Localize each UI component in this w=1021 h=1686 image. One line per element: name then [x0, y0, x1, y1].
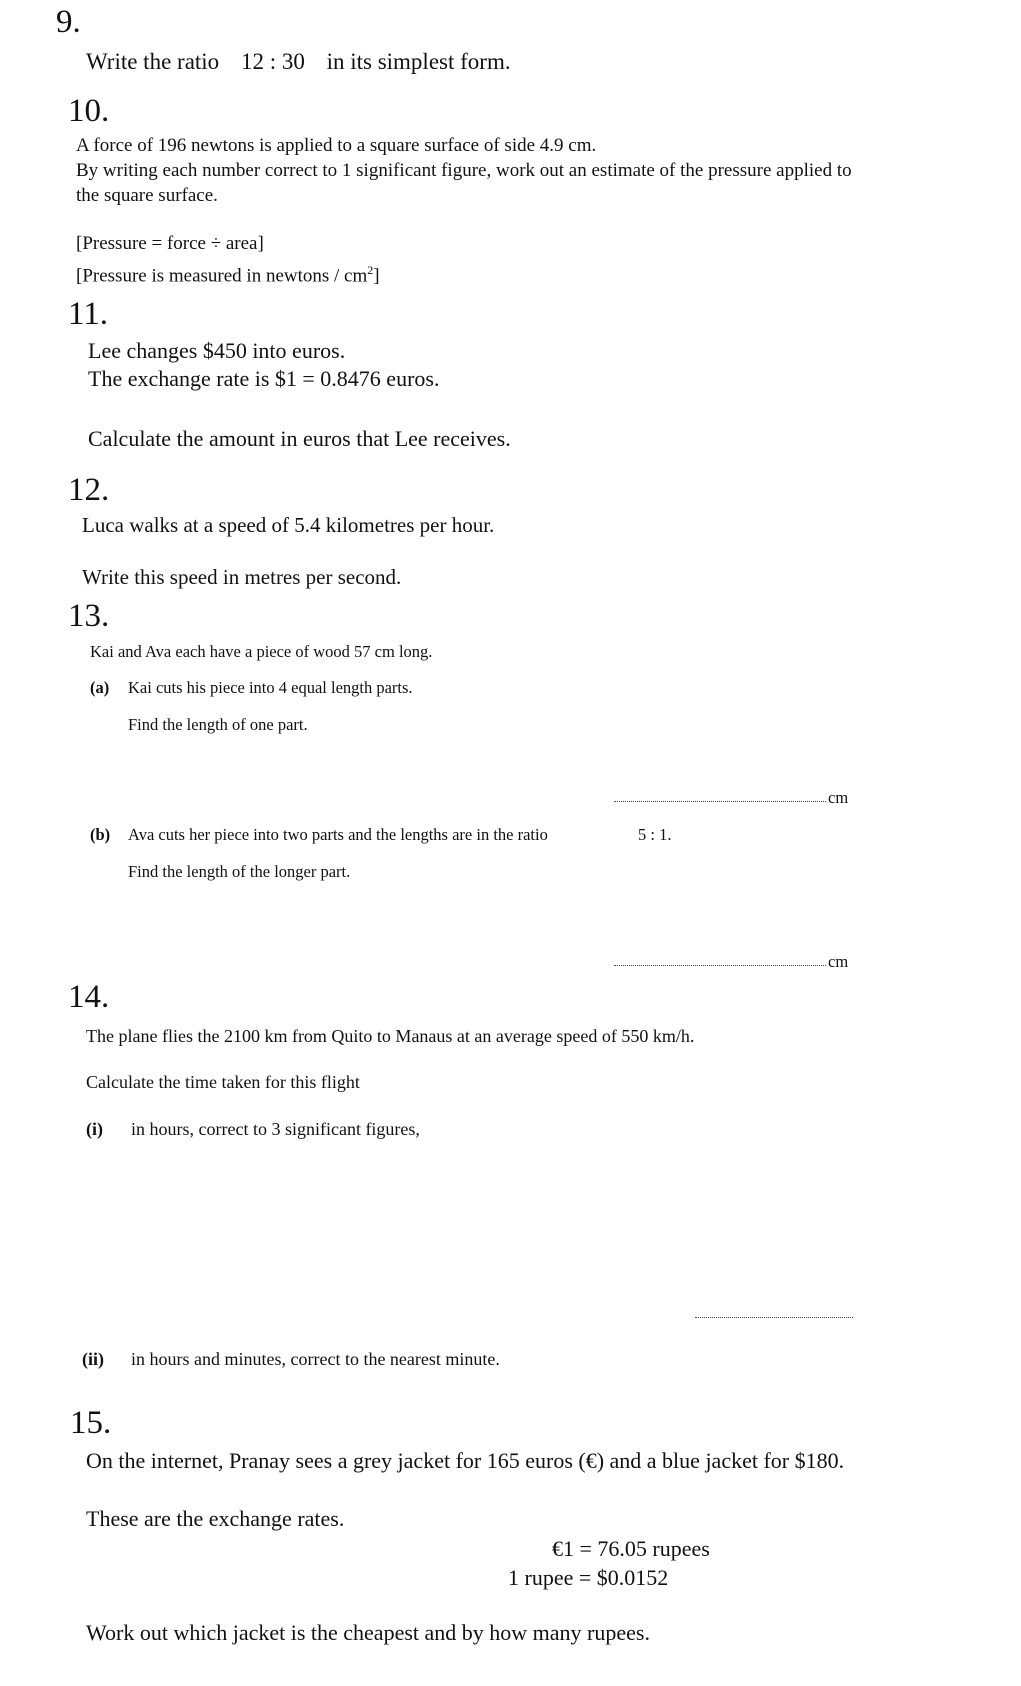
q13-intro: Kai and Ava each have a piece of wood 57 cm long. — [90, 642, 433, 661]
q14-ii-label: (ii) — [82, 1349, 104, 1369]
q13-a-label: (a) — [90, 678, 110, 697]
q14-line1: The plane flies the 2100 km from Quito to Manaus at an average speed of 550 km/h. — [86, 1026, 695, 1046]
q13-b-ratio: 5 : 1. — [638, 825, 672, 844]
q9-text-after: in its simplest form. — [326, 49, 511, 74]
q10-line2: By writing each number correct to 1 significant figure, work out an estimate of the pressure applied to — [76, 160, 852, 181]
q10-formula2-sup: 2 — [367, 263, 374, 277]
q10-number: 10. — [68, 93, 110, 129]
q13-a-text: Kai cuts his piece into 4 equal length parts. — [128, 678, 413, 697]
q10-formula1: [Pressure = force ÷ area] — [76, 233, 264, 254]
q13-b-label: (b) — [90, 825, 111, 844]
q14-line2: Calculate the time taken for this flight — [86, 1072, 360, 1092]
q13-b-answer-line[interactable] — [614, 965, 826, 966]
q14-number: 14. — [68, 979, 110, 1015]
q13-b-unit: cm — [828, 952, 849, 971]
q13-number: 13. — [68, 598, 110, 634]
q13-b-find: Find the length of the longer part. — [128, 862, 351, 881]
q14-i-text: in hours, correct to 3 significant figures, — [131, 1119, 420, 1139]
q14-i-answer-line[interactable] — [695, 1317, 853, 1318]
q15-line1: On the internet, Pranay sees a grey jacket for 165 euros (€) and a blue jacket for $180. — [86, 1448, 845, 1473]
q13-a-unit: cm — [828, 788, 849, 807]
q14-ii-text: in hours and minutes, correct to the nearest minute. — [131, 1349, 500, 1369]
q11-number: 11. — [68, 296, 109, 332]
q11-line3: Calculate the amount in euros that Lee receives. — [88, 426, 511, 451]
q10-line1: A force of 196 newtons is applied to a square surface of side 4.9 cm. — [76, 135, 597, 156]
q10-formula2-text: [Pressure is measured in newtons / cm — [76, 265, 368, 287]
q12-line1: Luca walks at a speed of 5.4 kilometres per hour. — [82, 513, 495, 537]
q9-text-before: Write the ratio — [86, 49, 220, 74]
q10-line3: the square surface. — [76, 185, 218, 206]
q15-number: 15. — [70, 1405, 112, 1441]
q11-line1: Lee changes $450 into euros. — [88, 338, 346, 363]
q9-number: 9. — [56, 4, 81, 40]
q15-line3: Work out which jacket is the cheapest and by how many rupees. — [86, 1620, 650, 1645]
q15-rate1: €1 = 76.05 rupees — [552, 1536, 710, 1561]
q10-formula2 — [76, 258, 380, 288]
q14-i-label: (i) — [86, 1119, 103, 1139]
q9-text — [86, 48, 511, 76]
q15-line2: These are the exchange rates. — [86, 1506, 345, 1531]
q9-ratio: 12 : 30 — [240, 49, 305, 74]
q13-a-find: Find the length of one part. — [128, 715, 308, 734]
q13-a-answer-line[interactable] — [614, 801, 826, 802]
q13-b-text: Ava cuts her piece into two parts and the lengths are in the ratio — [128, 825, 548, 844]
q15-rate2: 1 rupee = $0.0152 — [508, 1565, 669, 1590]
q11-line2: The exchange rate is $1 = 0.8476 euros. — [88, 366, 440, 391]
q12-line2: Write this speed in metres per second. — [82, 565, 402, 589]
q10-formula2-end: ] — [373, 265, 380, 287]
q12-number: 12. — [68, 472, 110, 508]
